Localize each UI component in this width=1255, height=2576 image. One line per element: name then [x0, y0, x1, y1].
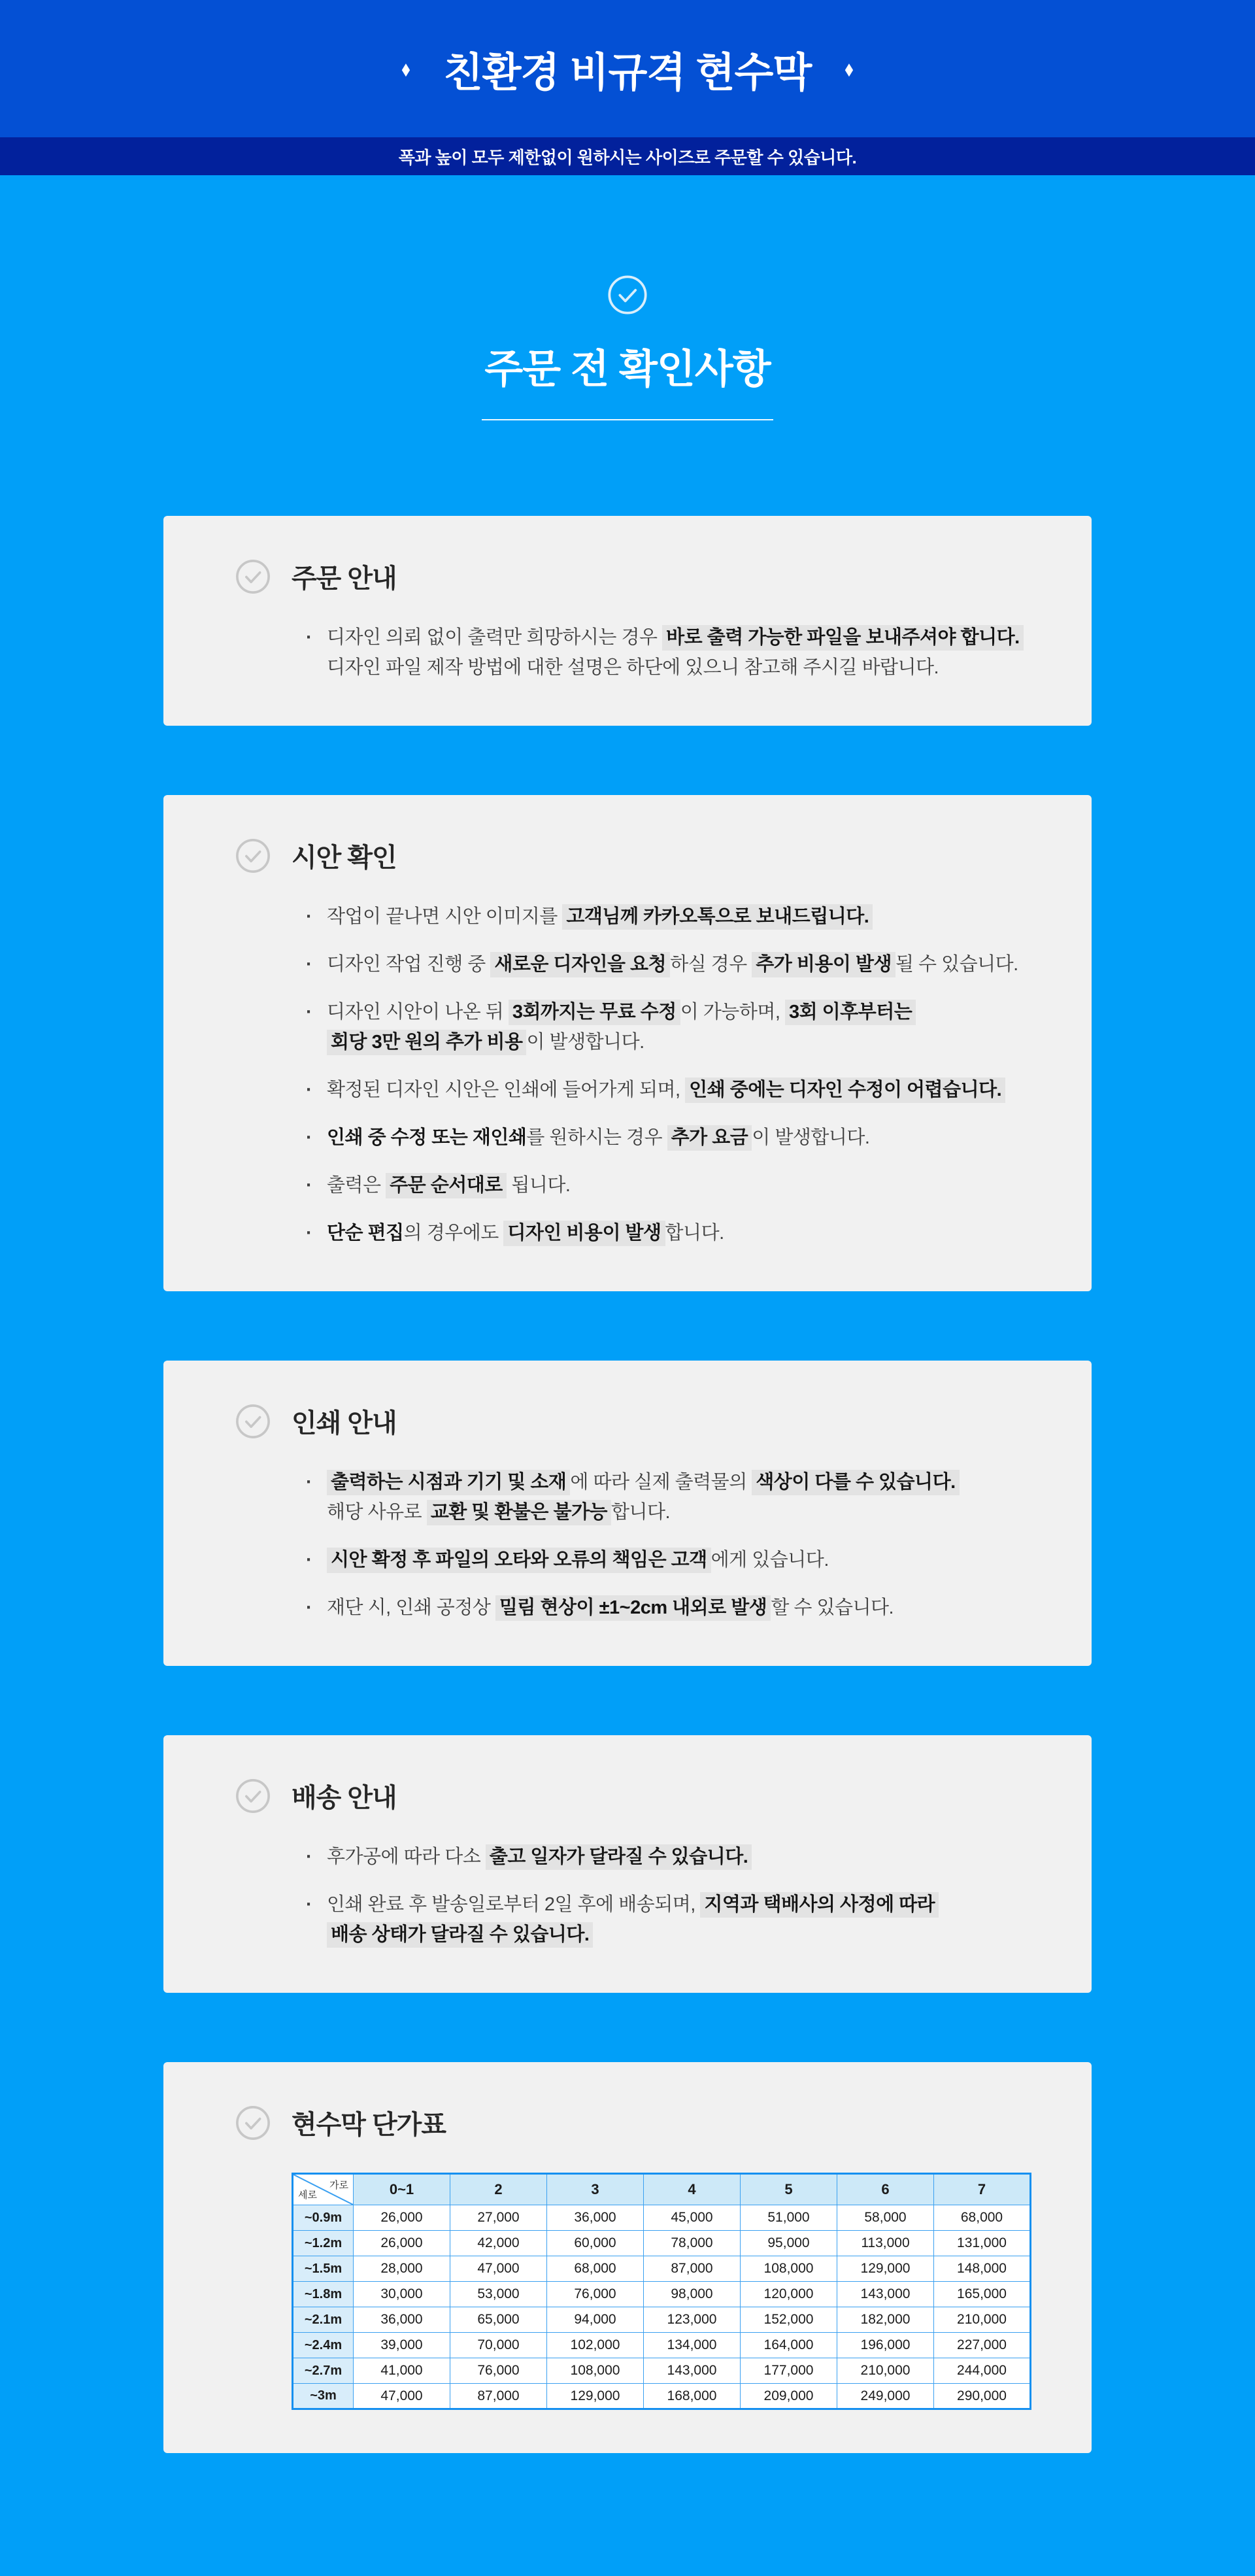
text-segment: 주문 순서대로: [386, 1173, 507, 1198]
price-cell: 94,000: [547, 2307, 644, 2333]
table-row: [293, 2358, 1031, 2384]
card-header: [235, 1402, 1033, 1440]
check-circle-icon: [235, 2105, 271, 2141]
row-label: ~2.4m: [293, 2333, 354, 2358]
diamond-icon: ◆: [401, 58, 410, 78]
price-cell: 36,000: [354, 2307, 450, 2333]
bullet-item: [305, 902, 1033, 932]
check-circle-icon: [235, 1778, 271, 1814]
text-segment: 출력은: [327, 1175, 386, 1196]
text-segment: 합니다.: [611, 1502, 671, 1523]
price-cell: 47,000: [354, 2384, 450, 2409]
price-table-wrap: [292, 2169, 1033, 2410]
text-segment: 작업이 끝나면 시안 이미지를: [327, 906, 563, 927]
bullet-dot: ·: [306, 1127, 312, 1148]
bullet-item: [305, 1075, 1033, 1105]
price-cell: 76,000: [450, 2358, 547, 2384]
bullet-item: [305, 1218, 1033, 1248]
bullet-line: [305, 622, 1033, 652]
price-cell: 113,000: [837, 2231, 934, 2256]
price-cell: 70,000: [450, 2333, 547, 2358]
price-cell: 78,000: [644, 2231, 741, 2256]
column-header: 5: [741, 2174, 837, 2205]
price-cell: 98,000: [644, 2282, 741, 2307]
bullet-dot: ·: [306, 954, 312, 975]
bullet-item: [305, 1123, 1033, 1153]
text-segment: 3회 이후부터는: [785, 1000, 916, 1025]
bullet-line: [305, 1497, 1033, 1527]
price-cell: 108,000: [547, 2358, 644, 2384]
price-cell: 39,000: [354, 2333, 450, 2358]
price-cell: 177,000: [741, 2358, 837, 2384]
price-cell: 87,000: [644, 2256, 741, 2282]
text-segment: 색상이 다를 수 있습니다.: [752, 1470, 959, 1495]
price-cell: 60,000: [547, 2231, 644, 2256]
page-title: 친환경 비규격 현수막: [443, 50, 812, 95]
row-label: ~2.1m: [293, 2307, 354, 2333]
bullet-dot: ·: [306, 1175, 312, 1196]
text-segment: 새로운 디자인을 요청: [490, 952, 670, 977]
card-header: [235, 2104, 1033, 2141]
card-order-guide: [163, 516, 1092, 726]
price-cell: 164,000: [741, 2333, 837, 2358]
table-row: [293, 2307, 1031, 2333]
text-segment: 고객님께 카카오톡으로 보내드립니다.: [562, 904, 873, 930]
text-segment: 할 수 있습니다.: [771, 1597, 894, 1618]
hero-title-row: [399, 40, 856, 98]
card-draft-check: [163, 795, 1092, 1291]
check-circle-icon: [235, 559, 271, 594]
bullet-dot: ·: [306, 1550, 312, 1570]
bullet-dot: ·: [306, 627, 312, 648]
text-segment: 지역과 택배사의 사정에 따라: [700, 1892, 939, 1918]
text-segment: 합니다.: [665, 1223, 724, 1244]
bullet-line: [305, 902, 1033, 932]
corner-label-height: 세로: [298, 2190, 317, 2201]
text-segment: 이 가능하며,: [680, 1002, 785, 1023]
card-title: 시안 확인: [292, 843, 397, 872]
text-segment: 출력하는 시점과 기기 및 소재: [327, 1470, 570, 1495]
price-cell: 148,000: [934, 2256, 1031, 2282]
row-label: ~1.8m: [293, 2282, 354, 2307]
bullet-line: [305, 1890, 1033, 1920]
bullet-dot: ·: [306, 1597, 312, 1618]
bullet-line: [305, 1218, 1033, 1248]
bullet-item: [305, 1890, 1033, 1950]
check-circle-icon: [607, 275, 648, 315]
price-cell: 53,000: [450, 2282, 547, 2307]
table-row: [293, 2333, 1031, 2358]
text-segment: 교환 및 환불은 불가능: [427, 1500, 611, 1525]
price-cell: 210,000: [934, 2307, 1031, 2333]
card-title: 주문 안내: [292, 564, 397, 593]
section-title-underline: [482, 419, 773, 420]
price-cell: 95,000: [741, 2231, 837, 2256]
price-cell: 68,000: [934, 2205, 1031, 2231]
price-cell: 26,000: [354, 2205, 450, 2231]
price-cell: 152,000: [741, 2307, 837, 2333]
price-cell: 249,000: [837, 2384, 934, 2409]
bullet-list: [235, 1467, 1033, 1623]
row-label: ~1.5m: [293, 2256, 354, 2282]
corner-label-width: 가로: [329, 2180, 348, 2191]
card-header: [235, 558, 1033, 595]
price-cell: 102,000: [547, 2333, 644, 2358]
price-cell: 129,000: [547, 2384, 644, 2409]
price-cell: 131,000: [934, 2231, 1031, 2256]
bullet-line: [305, 1842, 1033, 1872]
text-segment: 회당 3만 원의 추가 비용: [327, 1030, 526, 1055]
price-cell: 290,000: [934, 2384, 1031, 2409]
column-header: 6: [837, 2174, 934, 2205]
price-cell: 227,000: [934, 2333, 1031, 2358]
price-cell: 30,000: [354, 2282, 450, 2307]
text-segment: 해당 사유로: [327, 1502, 427, 1523]
text-segment: 단순 편집: [327, 1223, 404, 1244]
bullet-line: [305, 997, 1033, 1027]
bullet-list: [235, 1842, 1033, 1950]
row-label: ~1.2m: [293, 2231, 354, 2256]
table-header-row: [293, 2174, 1031, 2205]
bullet-dot: ·: [306, 1894, 312, 1915]
price-cell: 28,000: [354, 2256, 450, 2282]
text-segment: 디자인 파일 제작 방법에 대한 설명은 하단에 있으니 참고해 주시길 바랍니다.: [327, 657, 939, 678]
text-segment: 추가 비용이 발생: [752, 952, 895, 977]
text-segment: 를 원하시는 경우: [526, 1127, 667, 1148]
bullet-dot: ·: [306, 1846, 312, 1867]
price-cell: 58,000: [837, 2205, 934, 2231]
text-segment: 밀림 현상이 ±1~2cm 내외로 발생: [495, 1595, 771, 1621]
hero-banner: [0, 0, 1255, 137]
bullet-line: [305, 1123, 1033, 1153]
bullet-line: [305, 1075, 1033, 1105]
bullet-line: [305, 1545, 1033, 1575]
bullet-dot: ·: [306, 1223, 312, 1244]
bullet-line: [305, 1170, 1033, 1200]
column-header: 7: [934, 2174, 1031, 2205]
card-print-guide: [163, 1361, 1092, 1666]
bullet-item: [305, 1593, 1033, 1623]
card-price-table: [163, 2062, 1092, 2453]
hero-subtitle: 폭과 높이 모두 제한없이 원하시는 사이즈로 주문할 수 있습니다.: [398, 147, 857, 167]
check-circle-icon: [235, 838, 271, 873]
price-cell: 123,000: [644, 2307, 741, 2333]
bullet-line: [305, 949, 1033, 979]
price-cell: 36,000: [547, 2205, 644, 2231]
text-segment: 이 발생합니다.: [526, 1032, 644, 1053]
bullet-item: [305, 997, 1033, 1057]
price-cell: 210,000: [837, 2358, 934, 2384]
card-header: [235, 837, 1033, 874]
text-segment: 인쇄 완료 후 발송일로부터 2일 후에 배송되며,: [327, 1894, 701, 1915]
bullet-item: [305, 1467, 1033, 1527]
text-segment: 될 수 있습니다.: [895, 954, 1018, 975]
text-segment: 인쇄 중에는 디자인 수정이 어렵습니다.: [685, 1077, 1005, 1103]
text-segment: 디자인 비용이 발생: [503, 1221, 665, 1246]
text-segment: 재단 시, 인쇄 공정상: [327, 1597, 495, 1618]
price-cell: 108,000: [741, 2256, 837, 2282]
price-cell: 182,000: [837, 2307, 934, 2333]
card-title: 현수막 단가표: [292, 2110, 446, 2139]
column-header: 3: [547, 2174, 644, 2205]
bullet-item: [305, 622, 1033, 683]
bullet-item: [305, 949, 1033, 979]
table-row: [293, 2205, 1031, 2231]
price-cell: 134,000: [644, 2333, 741, 2358]
section-title: 주문 전 확인사항: [484, 347, 771, 391]
price-cell: 76,000: [547, 2282, 644, 2307]
cards-container: [0, 420, 1255, 2453]
text-segment: 디자인 시안이 나온 뒤: [327, 1002, 509, 1023]
price-cell: 168,000: [644, 2384, 741, 2409]
bullet-line: [305, 652, 1033, 683]
text-segment: 하실 경우: [670, 954, 752, 975]
price-cell: 209,000: [741, 2384, 837, 2409]
row-label: ~3m: [293, 2384, 354, 2409]
bullet-item: [305, 1170, 1033, 1200]
text-segment: 시안 확정 후 파일의 오타와 오류의 책임은 고객: [327, 1548, 711, 1573]
bullet-dot: ·: [306, 1002, 312, 1023]
price-cell: 45,000: [644, 2205, 741, 2231]
text-segment: 출고 일자가 달라질 수 있습니다.: [486, 1844, 752, 1870]
card-header: [235, 1777, 1033, 1814]
price-cell: 196,000: [837, 2333, 934, 2358]
table-row: [293, 2256, 1031, 2282]
row-label: ~2.7m: [293, 2358, 354, 2384]
column-header: 0~1: [354, 2174, 450, 2205]
price-cell: 65,000: [450, 2307, 547, 2333]
table-row: [293, 2231, 1031, 2256]
bullet-list: [235, 622, 1033, 683]
price-cell: 42,000: [450, 2231, 547, 2256]
price-cell: 143,000: [837, 2282, 934, 2307]
bullet-item: [305, 1545, 1033, 1575]
price-cell: 87,000: [450, 2384, 547, 2409]
text-segment: 확정된 디자인 시안은 인쇄에 들어가게 되며,: [327, 1079, 686, 1100]
content-area: [0, 175, 1255, 2576]
price-cell: 129,000: [837, 2256, 934, 2282]
card-title: 인쇄 안내: [292, 1409, 397, 1438]
text-segment: 인쇄 중 수정 또는 재인쇄: [327, 1127, 527, 1148]
column-header: 4: [644, 2174, 741, 2205]
price-cell: 41,000: [354, 2358, 450, 2384]
bullet-line: [305, 1027, 1033, 1057]
row-label: ~0.9m: [293, 2205, 354, 2231]
diamond-icon: ◆: [845, 58, 854, 78]
text-segment: 디자인 작업 진행 중: [327, 954, 491, 975]
bullet-dot: ·: [306, 1079, 312, 1100]
text-segment: 후가공에 따라 다소: [327, 1846, 486, 1867]
hero-subtitle-bar: [0, 137, 1255, 175]
text-segment: 이 발생합니다.: [752, 1127, 870, 1148]
bullet-item: [305, 1842, 1033, 1872]
price-cell: 27,000: [450, 2205, 547, 2231]
text-segment: 배송 상태가 달라질 수 있습니다.: [327, 1922, 593, 1948]
price-cell: 47,000: [450, 2256, 547, 2282]
check-circle-icon: [235, 1404, 271, 1439]
text-segment: 3회까지는 무료 수정: [509, 1000, 680, 1025]
table-corner-cell: [293, 2174, 354, 2205]
text-segment: 추가 요금: [667, 1125, 752, 1151]
price-cell: 165,000: [934, 2282, 1031, 2307]
price-table: [292, 2173, 1031, 2410]
bullet-line: [305, 1593, 1033, 1623]
card-title: 배송 안내: [292, 1784, 397, 1812]
column-header: 2: [450, 2174, 547, 2205]
price-cell: 51,000: [741, 2205, 837, 2231]
text-segment: 됩니다.: [506, 1175, 571, 1196]
bullet-list: [235, 902, 1033, 1248]
text-segment: 에 따라 실제 출력물의: [570, 1472, 752, 1493]
table-row: [293, 2282, 1031, 2307]
text-segment: 디자인 의뢰 없이 출력만 희망하시는 경우: [327, 627, 663, 648]
text-segment: 의 경우에도: [403, 1223, 504, 1244]
price-cell: 143,000: [644, 2358, 741, 2384]
card-shipping-guide: [163, 1735, 1092, 1993]
price-cell: 120,000: [741, 2282, 837, 2307]
bullet-line: [305, 1920, 1033, 1950]
table-row: [293, 2384, 1031, 2409]
price-cell: 68,000: [547, 2256, 644, 2282]
bullet-dot: ·: [306, 1472, 312, 1493]
price-cell: 26,000: [354, 2231, 450, 2256]
bullet-dot: ·: [306, 906, 312, 927]
text-segment: 바로 출력 가능한 파일을 보내주셔야 합니다.: [662, 625, 1024, 651]
section-header: [0, 275, 1255, 420]
price-cell: 244,000: [934, 2358, 1031, 2384]
bullet-line: [305, 1467, 1033, 1497]
text-segment: 에게 있습니다.: [711, 1550, 829, 1570]
